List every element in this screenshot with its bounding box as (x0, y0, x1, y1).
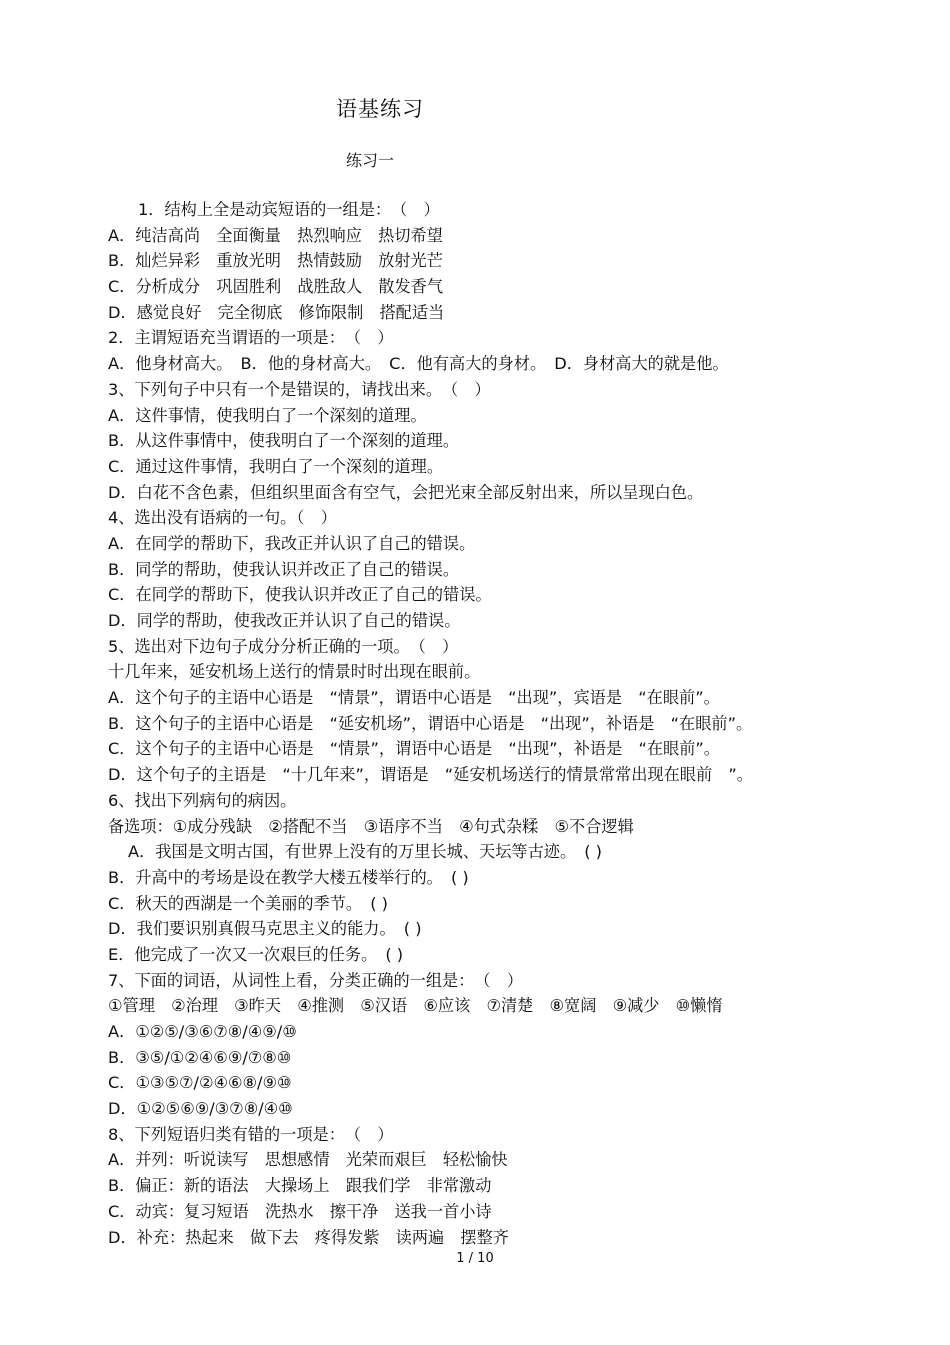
option-line: D．白花不含色素，但组织里面含有空气，会把光束全部反射出来，所以呈现白色。 (108, 482, 704, 502)
option-line: B．偏正：新的语法 大操场上 跟我们学 非常激动 (108, 1176, 492, 1196)
option-line: D．补充：热起来 做下去 疼得发紫 读两遍 摆整齐 (108, 1227, 509, 1247)
option-line: B．升高中的考场是设在教学大楼五楼举行的。 ( ) (108, 867, 469, 887)
question-6-choices: 备选项：①成分残缺 ②搭配不当 ③语序不当 ④句式杂糅 ⑤不合逻辑 (108, 816, 634, 836)
option-line: C．通过这件事情，我明白了一个深刻的道理。 (108, 456, 444, 476)
option-line: B．灿烂异彩 重放光明 热情鼓励 放射光芒 (108, 251, 443, 271)
question-4: 4、选出没有语病的一句。（ ） (108, 508, 337, 528)
option-line: C．在同学的帮助下，使我认识并改正了自己的错误。 (108, 585, 492, 605)
page-subtitle: 练习一 (345, 151, 394, 170)
option-line: A．①②⑤/③⑥⑦⑧/④⑨/⑩ (108, 1022, 297, 1041)
option-line: C．这个句子的主语中心语是 “情景”，谓语中心语是 “出现”，补语是 “在眼前”。 (108, 739, 720, 759)
exercise-content (108, 197, 828, 1250)
option-line: A．在同学的帮助下，我改正并认识了自己的错误。 (108, 533, 476, 553)
option-line: C．秋天的西湖是一个美丽的季节。 ( ) (108, 893, 388, 913)
option-line: B．从这件事情中，使我明白了一个深刻的道理。 (108, 431, 460, 451)
option-line: D．感觉良好 完全彻底 修饰限制 搭配适当 (108, 302, 445, 322)
option-line: B．这个句子的主语中心语是 “延安机场”，谓语中心语是 “出现”，补语是 “在眼前”。 (108, 713, 753, 733)
question-7-words: ①管理 ②治理 ③昨天 ④推测 ⑤汉语 ⑥应该 ⑦清楚 ⑧宽阔 ⑨减少 ⑩懒惰 (108, 996, 723, 1016)
option-line: A．这个句子的主语中心语是 “情景”，谓语中心语是 “出现”，宾语是 “在眼前”。 (108, 688, 720, 708)
option-line: A．这件事情，使我明白了一个深刻的道理。 (108, 405, 427, 425)
question-7: 7、下面的词语，从词性上看，分类正确的一组是： （ ） (108, 970, 523, 990)
question-1: 1．结构上全是动宾短语的一组是： （ ） (138, 200, 440, 219)
option-line: D．我们要识别真假马克思主义的能力。 ( ) (108, 919, 422, 939)
option-line: A．我国是文明古国，有世界上没有的万里长城、天坛等古迹。 ( ) (128, 842, 602, 862)
option-line: C．分析成分 巩固胜利 战胜敌人 散发香气 (108, 277, 444, 297)
question-3: 3、下列句子中只有一个是错误的，请找出来。 （ ） (108, 379, 491, 399)
option-line: B．同学的帮助，使我认识并改正了自己的错误。 (108, 559, 460, 579)
option-line: D．这个句子的主语是 “十几年来”，谓语是 “延安机场送行的情景常常出现在眼前 ”。 (108, 765, 753, 785)
option-line: A．纯洁高尚 全面衡量 热烈响应 热切希望 (108, 225, 443, 245)
page-title: 语基练习 (336, 97, 424, 121)
page-number: 1 / 10 (456, 1251, 494, 1266)
option-line: C．①③⑤⑦/②④⑥⑧/⑨⑩ (108, 1073, 292, 1093)
option-line: A．并列：听说读写 思想感情 光荣而艰巨 轻松愉快 (108, 1150, 508, 1170)
option-line: D．同学的帮助，使我改正并认识了自己的错误。 (108, 611, 461, 630)
question-5-sentence: 十几年来，延安机场上送行的情景时时出现在眼前。 (108, 662, 481, 682)
question-8: 8、下列短语归类有错的一项是： （ ） (108, 1124, 394, 1144)
question-2: 2．主谓短语充当谓语的一项是： （ ） (108, 328, 394, 348)
option-line: E．他完成了一次又一次艰巨的任务。 ( ) (108, 944, 404, 964)
question-5: 5、选出对下边句子成分分析正确的一项。 （ ） (108, 636, 459, 656)
option-line: D．①②⑤⑥⑨/③⑦⑧/④⑩ (108, 1099, 293, 1119)
option-line: B．③⑤/①②④⑥⑨/⑦⑧⑩ (108, 1047, 292, 1067)
question-6: 6、找出下列病句的病因。 (108, 790, 297, 810)
option-line: C．动宾：复习短语 洗热水 擦干净 送我一首小诗 (108, 1201, 492, 1221)
option-line: A．他身材高大。 B．他的身材高大。 C．他有高大的身材。 D．身材高大的就是他。 (108, 354, 729, 374)
